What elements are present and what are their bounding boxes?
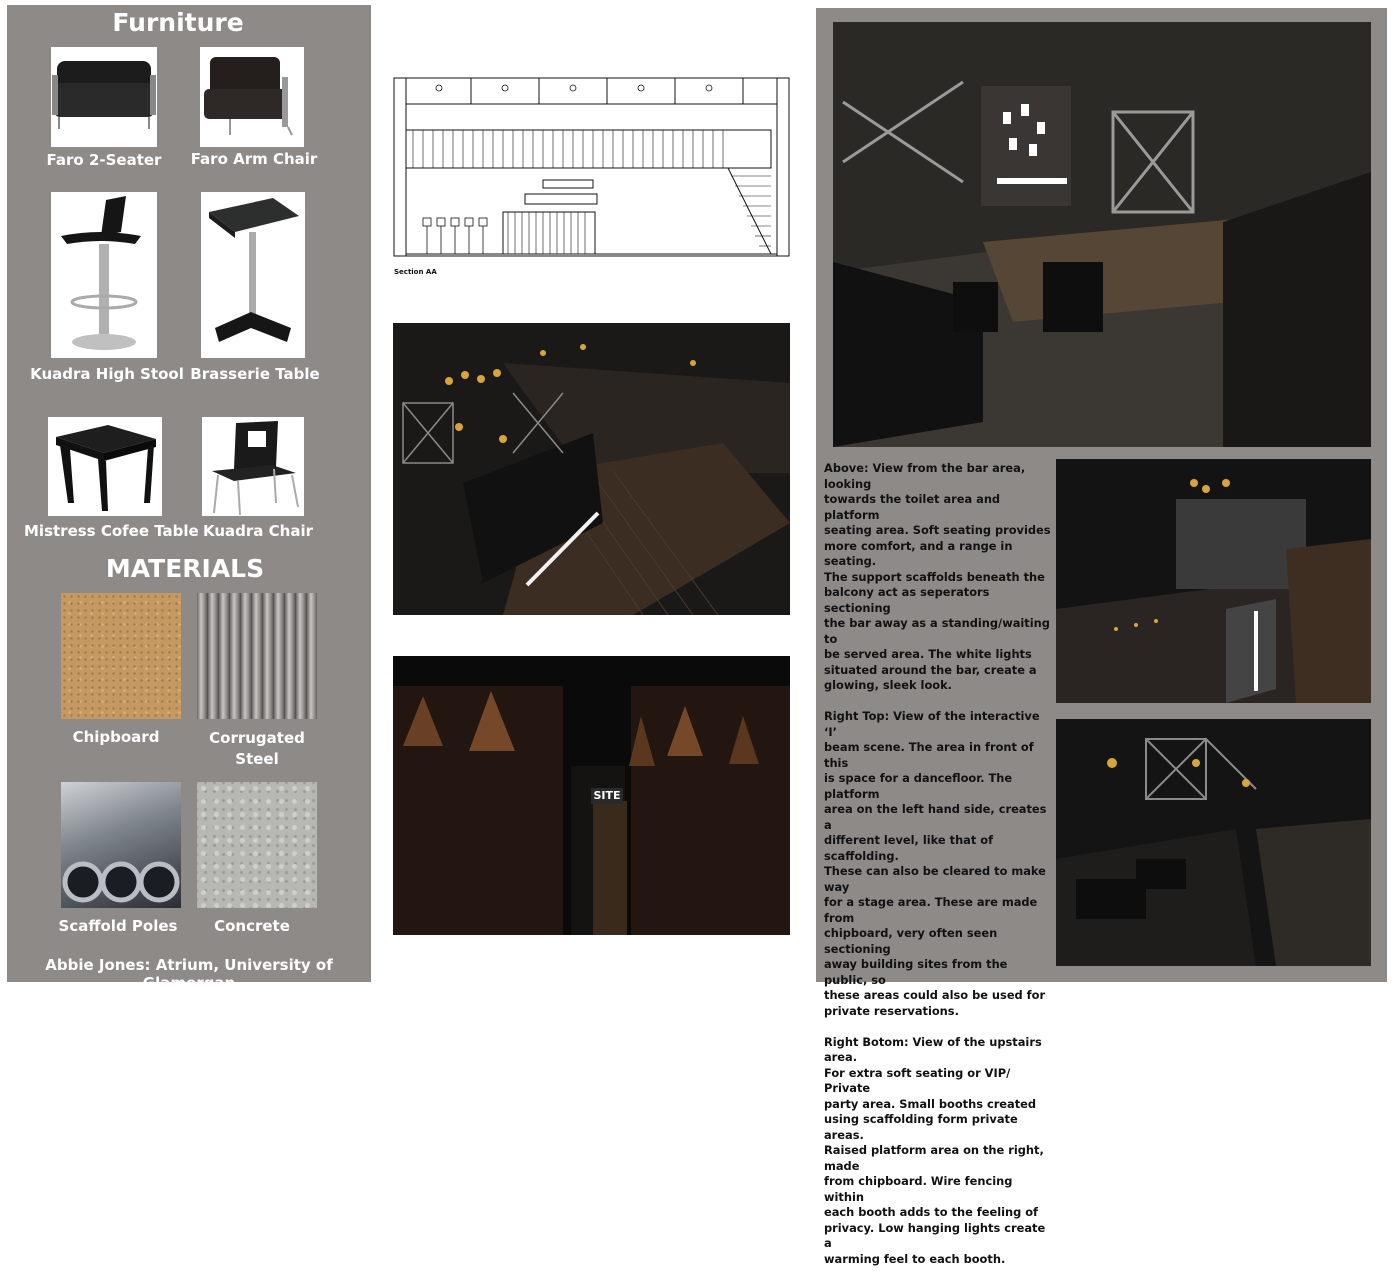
furniture-label-mistress-cofee-table: Mistress Cofee Table — [24, 522, 199, 540]
description-bar-view: Above: View from the bar area, looking towards the toilet area and platform seating area. Soft seating provides more comfort, and a range in seating. The support scaffolds beneath the balcony act as seperators sectioning the bar away as a standing/waiting to be served area. The white lights situated around the bar, create a glowing, sleek look. — [824, 461, 1051, 692]
concrete-texture — [197, 782, 317, 908]
coffee-table-icon — [48, 417, 162, 516]
site-sign: SITE — [591, 788, 623, 804]
materials-heading: MATERIALS — [105, 554, 265, 583]
furniture-label-kuadra-chair: Kuadra Chair — [203, 522, 313, 540]
material-label-corrugated-steel: Corrugated Steel — [209, 729, 305, 768]
section-aa-label: Section AA — [394, 268, 437, 276]
sofa-icon — [51, 47, 157, 147]
material-label-concrete: Concrete — [214, 917, 290, 935]
furniture-label-faro-arm-chair: Faro Arm Chair — [190, 150, 318, 168]
corrugated-steel-texture — [197, 593, 317, 719]
section-aa-drawing — [393, 76, 790, 258]
chair-icon — [202, 417, 304, 516]
author-credit: Abbie Jones: Atrium, University of Glamorgan — [45, 956, 333, 992]
render-upstairs-booths — [1056, 719, 1371, 966]
furniture-heading: Furniture — [112, 8, 244, 37]
armchair-icon — [200, 47, 304, 147]
table-icon — [201, 192, 305, 358]
bar-stool-icon — [51, 192, 157, 358]
furniture-label-kuadra-high-stool: Kuadra High Stool — [30, 365, 184, 383]
chipboard-texture — [61, 593, 181, 719]
render-bar-area-view — [833, 22, 1371, 447]
furniture-label-faro-2-seater: Faro 2-Seater — [46, 151, 162, 169]
render-bar-overview — [393, 323, 790, 615]
description-right-bottom: Right Botom: View of the upstairs area. For extra soft seating or VIP/ Private party area. Small booths created using scaffolding form private areas. Raised platform area on the right, made from chipboard. Wire fencing within each booth adds to the feeling of privacy. Low hanging lights create a warming feel to each booth. — [824, 1034, 1046, 1266]
render-i-beam-scene — [1056, 459, 1371, 703]
material-label-chipboard: Chipboard — [72, 728, 160, 746]
material-label-scaffold-poles: Scaffold Poles — [58, 917, 178, 935]
description-right-top: Right Top: View of the interactive ‘I’ beam scene. The area in front of this is space for a dancefloor. The platform area on the left hand side, creates a different level, like that of scaffolding. These can also be cleared to make way for a stage area. These are made from chipboard, very often seen sectioning away building sites from the public, so these areas could also be used for private reservations. — [824, 709, 1047, 1018]
furniture-label-brasserie-table: Brasserie Table — [190, 365, 320, 383]
scaffold-poles-texture — [61, 782, 181, 908]
render-description — [824, 461, 1054, 1283]
